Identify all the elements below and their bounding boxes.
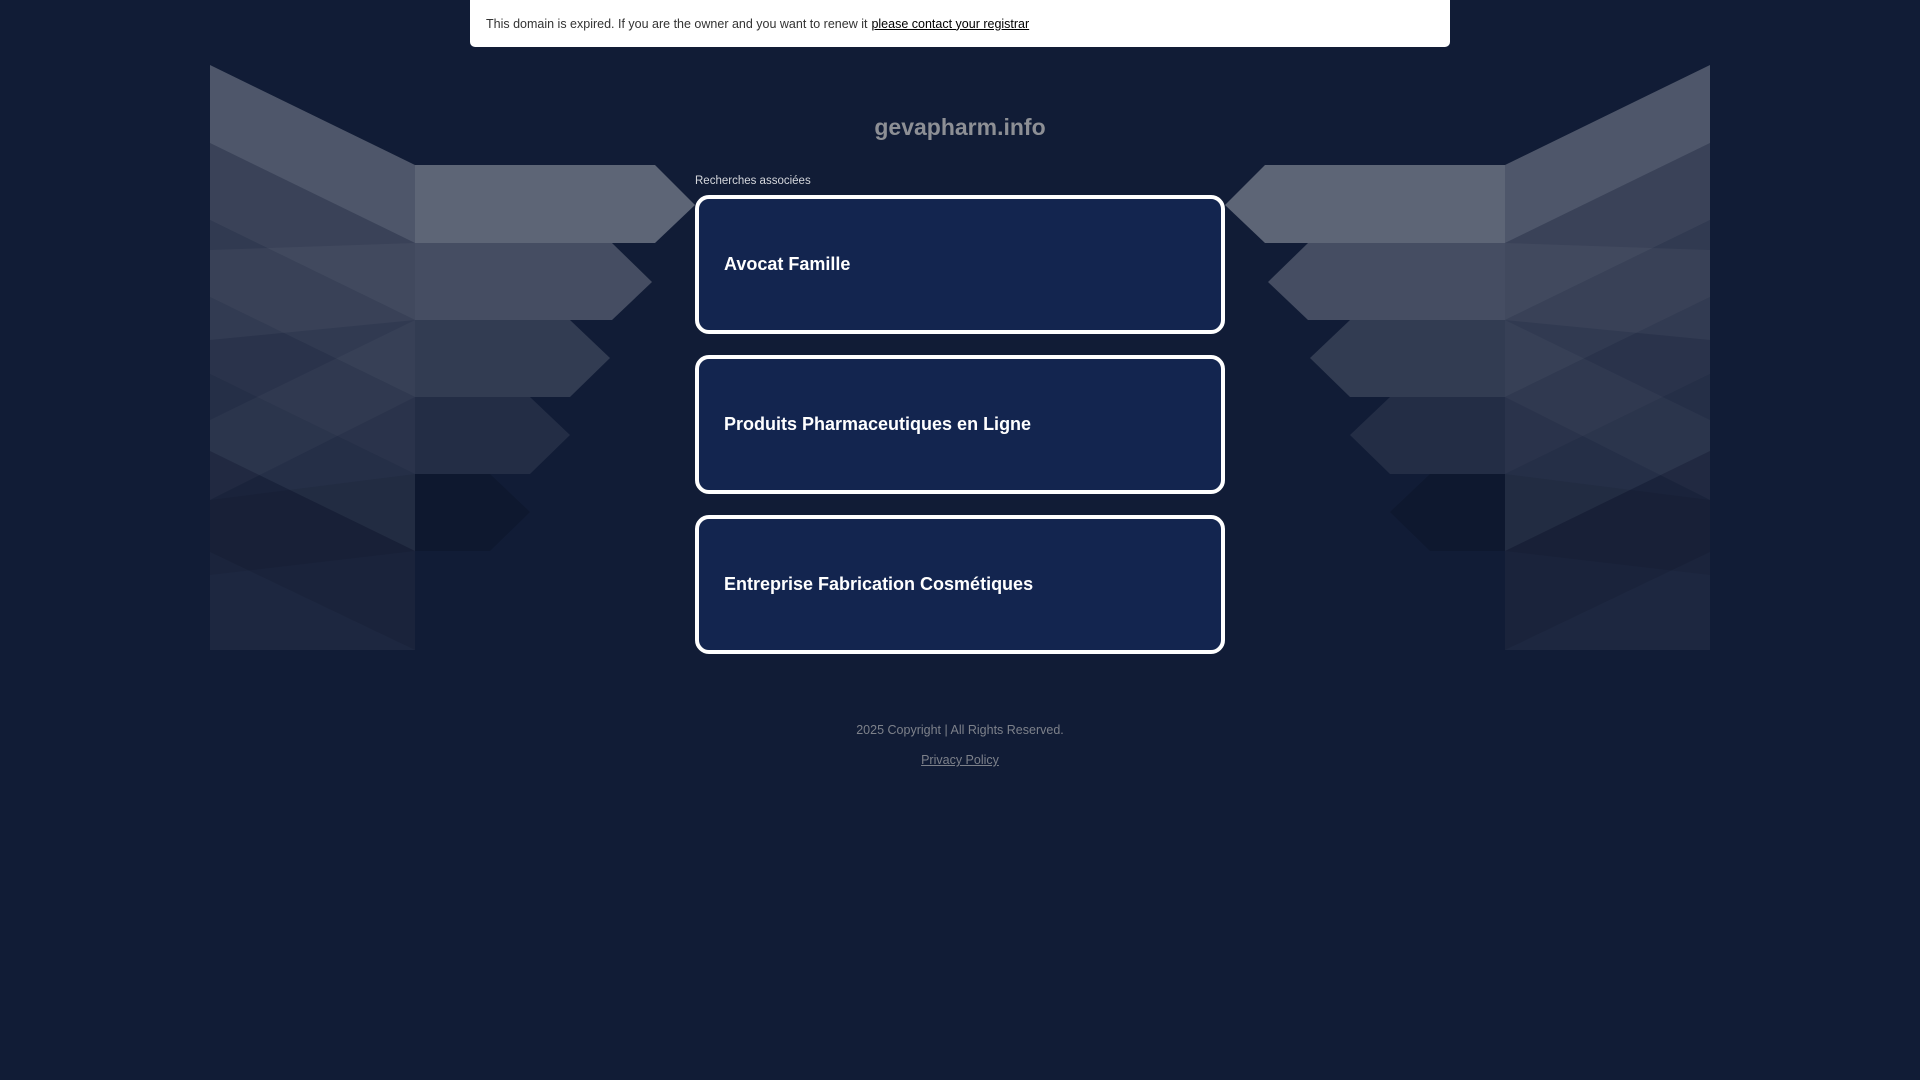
domain-title: gevapharm.info bbox=[874, 114, 1046, 140]
privacy-policy-link[interactable]: Privacy Policy bbox=[921, 753, 999, 767]
related-search-link[interactable] bbox=[695, 195, 1225, 334]
right-wing bbox=[1225, 65, 1710, 650]
related-search-link[interactable] bbox=[695, 355, 1225, 494]
related-searches-label: Recherches associées bbox=[695, 175, 811, 187]
notice-text: This domain is expired. If you are the owner and you want to renew it bbox=[486, 16, 868, 31]
related-search-link[interactable] bbox=[695, 515, 1225, 654]
contact-registrar-link[interactable]: please contact your registrar bbox=[871, 16, 1030, 31]
copyright-text: 2025 Copyright | All Rights Reserved. bbox=[856, 723, 1064, 737]
related-search-label: Entreprise Fabrication Cosmétiques bbox=[724, 574, 1034, 594]
footer-links bbox=[0, 753, 1920, 767]
related-search-label: Produits Pharmaceutiques en Ligne bbox=[724, 414, 1032, 434]
expired-domain-notice bbox=[470, 0, 1450, 47]
left-wing bbox=[210, 65, 695, 650]
related-search-label: Avocat Famille bbox=[724, 254, 851, 274]
